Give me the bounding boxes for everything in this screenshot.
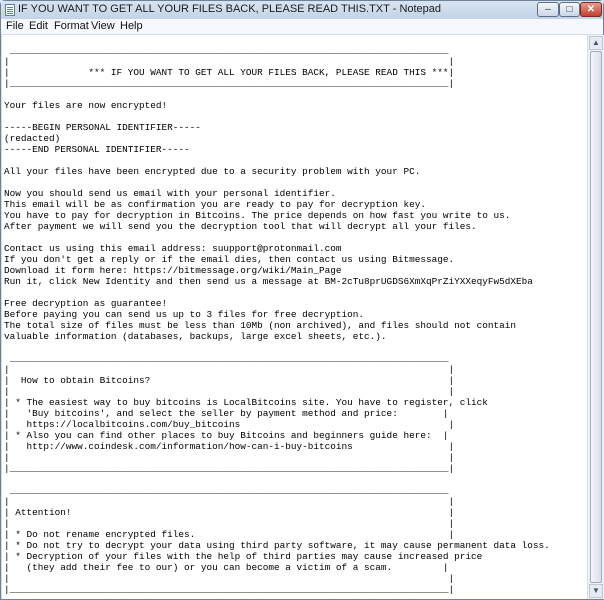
scroll-down-button[interactable] — [589, 584, 603, 598]
vertical-scrollbar[interactable] — [587, 35, 604, 599]
notepad-app-icon[interactable] — [5, 4, 15, 16]
close-button[interactable] — [580, 2, 602, 17]
maximize-button[interactable] — [559, 2, 580, 17]
close-icon: ✕ — [586, 4, 596, 15]
menu-format[interactable]: Format — [54, 20, 89, 32]
ransom-note-text: ______________________________________________________________________________ | | | *** IF YOU WANT TO GET ALL YOUR FILES BACK, PLEASE READ THIS ***| |______________________________________________________________________________| Your files are now encrypted! -----BEGIN PERSONAL IDENTIFIER----- (redacted) -----END PERSONAL IDENTIFIER----- All your files have been encrypted due to a security problem with your PC. Now you should send us email with your personal identifier. This email will be as confirmation you are ready to pay for decryption key. You have to pay for decryption in Bitcoins. The price depends on how fast you write to us. After payment we will send you the decryption tool that will decrypt all your files. Contact us using this email address: suupport@protonmail.com If you don't get a reply or if the email dies, then contact us using Bitmessage. Download it form here: https://bitmessage.org/wiki/Main_Page Run it, click New Identity and then send us a message at BM-2cTu8prUGDS6XmXqPrZiYXXeqyFw5dXEba Free decryption as guarantee! Before paying you can send us up to 3 files for free decryption. The total size of files must be less than 10Mb (non archived), and files should not contain valuable information (databases, backups, large excel sheets, etc.). ______________________________________________________________________________ | | | How to obtain Bitcoins? | | | | * The easiest way to buy bitcoins is LocalBitcoins site. You have to register, click | 'Buy bitcoins', and select the seller by payment method and price: | | https://localbitcoins.com/buy_bitcoins | | * Also you can find other places to buy Bitcoins and beginners guide here: | | http://www.coindesk.com/information/how-can-i-buy-bitcoins | | | |______________________________________________________________________________| ______________________________________________________________________________ | | | Attention! | | | | * Do not rename encrypted files. | | * Do not try to decrypt your data using third party software, it may cause permanent data loss. | * Decryption of your files with the help of third parties may cause increased price | (they add their fee to our) or you can become a victim of a scam. | | | |______________________________________________________________________________| — [4, 45, 550, 595]
arrow-up-icon: ▲ — [592, 38, 600, 47]
minimize-button[interactable] — [537, 2, 559, 17]
scroll-up-button[interactable] — [589, 36, 603, 50]
title-bar[interactable] — [1, 1, 603, 19]
arrow-down-icon: ▼ — [592, 586, 600, 595]
menu-edit[interactable]: Edit — [29, 20, 48, 32]
maximize-icon: □ — [566, 4, 573, 15]
scroll-thumb[interactable] — [590, 51, 602, 583]
menu-view[interactable]: View — [91, 20, 115, 32]
menu-bar — [1, 19, 603, 35]
minimize-icon: – — [545, 4, 551, 15]
menu-file[interactable]: File — [6, 20, 24, 32]
window-title: IF YOU WANT TO GET ALL YOUR FILES BACK, PLEASE READ THIS.TXT - Notepad — [18, 3, 442, 15]
text-editor-area[interactable] — [2, 35, 587, 599]
menu-help[interactable]: Help — [120, 20, 143, 32]
